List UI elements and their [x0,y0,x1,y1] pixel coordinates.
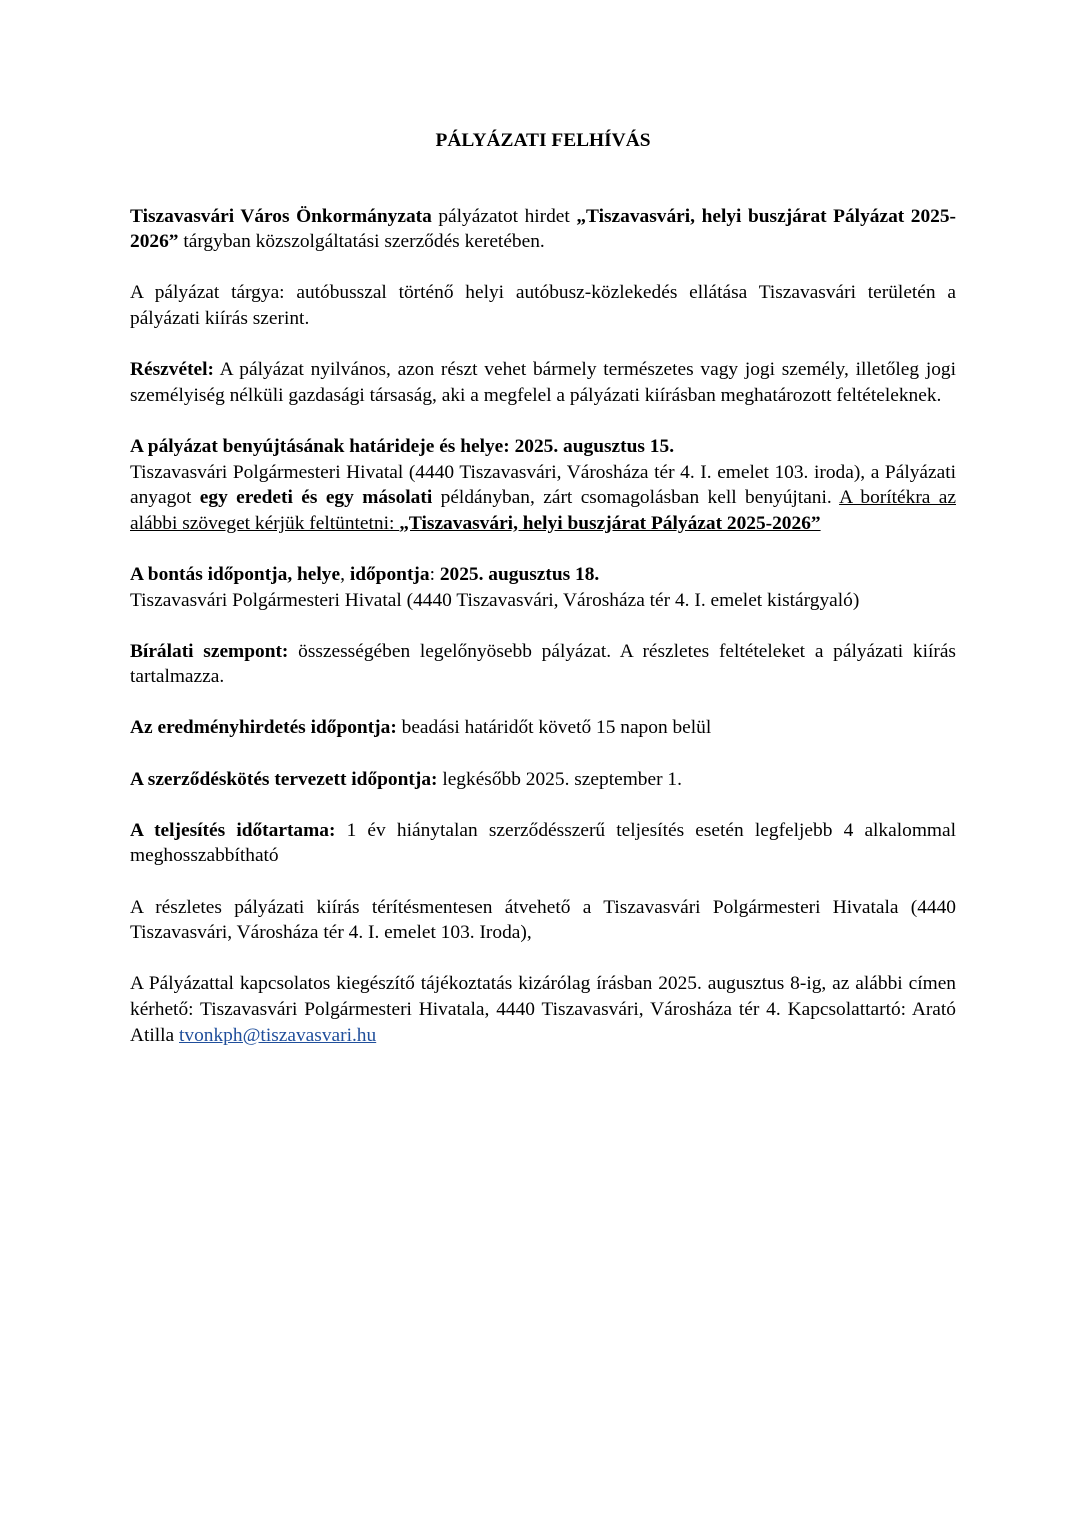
results-label: Az eredményhirdetés időpontja: [130,717,397,739]
copies-text: egy eredeti és egy másolati [199,487,433,509]
organization-name: Tiszavasvári Város Önkormányzata [130,205,432,227]
contact-email-link[interactable]: tvonkph@tiszavasvari.hu [179,1024,377,1046]
participation-paragraph: Részvétel: A pályázat nyilvános, azon részt vehet bármely természetes vagy jogi személy, illetőleg jogi személyiség nélküli gazdasági társaság, aki a megfelel a pályázati kiírásban meghatározott feltételeknek. [130,359,956,406]
deadline-heading: A pályázat benyújtásának határideje és helye: 2025. augusztus 15. [130,435,675,457]
availability-paragraph: A részletes pályázati kiírás térítésmentesen átvehető a Tiszavasvári Polgármesteri Hivatala (4440 Tiszavasvári, Városháza tér 4. I. emelet 103. Iroda), [130,896,956,944]
duration-label: A teljesítés időtartama: [130,819,336,841]
envelope-instruction: A borítékra az alábbi szöveget kérjük feltüntetni: „Tiszavasvári, helyi buszjárat Pályázat 2025-2026” [130,487,956,534]
document-title: PÁLYÁZATI FELHÍVÁS [435,130,651,151]
contract-paragraph: A szerződéskötés tervezett időpontja: legkésőbb 2025. szeptember 1. [130,768,682,790]
opening-paragraph: A bontás időpontja, helye, időpontja: 2025. augusztus 18. Tiszavasvári Polgármesteri Hivatal (4440 Tiszavasvári, Városháza tér 4. I. emelet kistárgyaló) [130,563,860,611]
results-paragraph: Az eredményhirdetés időpontja: beadási határidőt követő 15 napon belül [130,717,712,739]
contract-label: A szerződéskötés tervezett időpontja: [130,768,438,790]
criteria-paragraph: Bírálati szempont: összességében legelőnyösebb pályázat. A részletes feltételeket a pályázati kiírás tartalmazza. [130,640,956,688]
tender-subject: „Tiszavasvári, helyi buszjárat Pályázat 2025-2026” [130,205,956,253]
participation-label: Részvétel: [130,359,214,381]
criteria-label: Bírálati szempont: [130,640,289,662]
duration-paragraph: A teljesítés időtartama: 1 év hiánytalan szerződésszerű teljesítés esetén legfeljebb 4 alkalommal meghosszabbítható [130,819,956,867]
envelope-subject: „Tiszavasvári, helyi buszjárat Pályázat 2025-2026” [399,512,821,534]
opening-place: Tiszavasvári Polgármesteri Hivatal (4440 Tiszavasvári, Városháza tér 4. I. emelet kistárgyaló) [130,589,860,611]
opening-date: 2025. augusztus 18. [439,563,600,585]
info-paragraph: A Pályázattal kapcsolatos kiegészítő tájékoztatás kizárólag írásban 2025. augusztus 8-ig, az alábbi címen kérhető: Tiszavasvári Polgármesteri Hivatala, 4440 Tiszavasvári, Városháza tér 4. Kapcsolattartó: Arató Atilla tvonkph@tiszavasvari.hu [130,973,956,1046]
subject-paragraph: A pályázat tárgya: autóbusszal történő helyi autóbusz-közlekedés ellátása Tiszavasvári területén a pályázati kiírás szerint. [130,282,956,329]
document-page [130,128,956,1074]
intro-paragraph: Tiszavasvári Város Önkormányzata pályázatot hirdet „Tiszavasvári, helyi buszjárat Pályázat 2025-2026” tárgyban közszolgáltatási szerződés keretében. [130,205,956,253]
deadline-paragraph: A pályázat benyújtásának határideje és helye: 2025. augusztus 15. Tiszavasvári Polgármesteri Hivatal (4440 Tiszavasvári, Városháza tér 4. I. emelet 103. iroda), a Pályázati anyagot egy eredeti és egy másolati példányban, zárt csomagolásban kell benyújtani. A borítékra az alábbi szöveget kérjük feltüntetni: „Tiszavasvári, helyi buszjárat Pályázat 2025-2026” [130,435,956,534]
